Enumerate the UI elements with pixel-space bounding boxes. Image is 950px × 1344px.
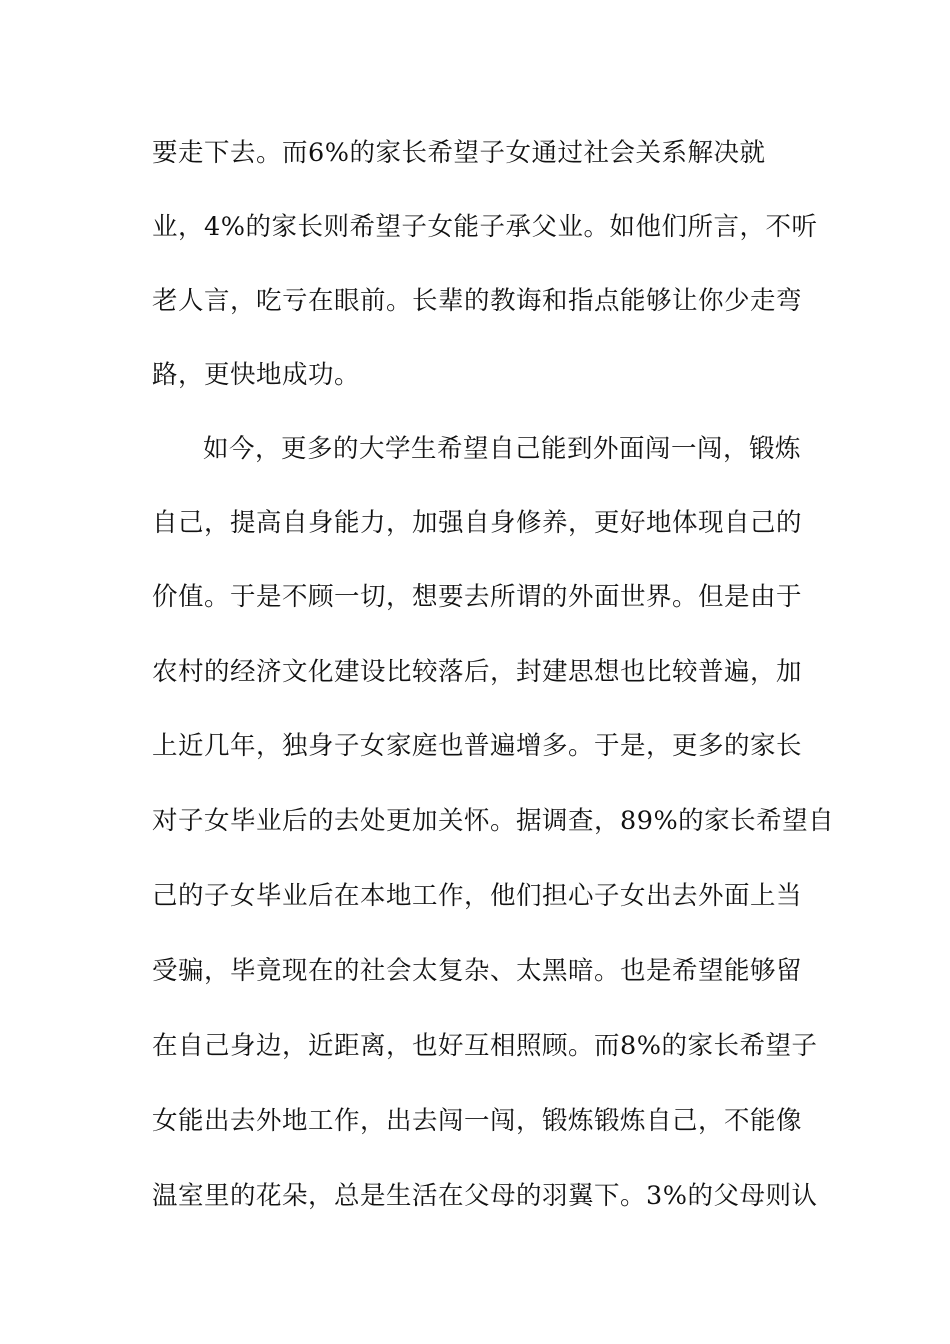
text-line: 价值。于是不顾一切，想要去所谓的外面世界。但是由于 <box>152 582 803 612</box>
text-line: 农村的经济文化建设比较落后，封建思想也比较普遍，加 <box>152 657 803 687</box>
text-line: 路，更快地成功。 <box>152 360 361 390</box>
text-line: 己的子女毕业后在本地工作，他们担心子女出去外面上当 <box>152 881 803 911</box>
paragraph-first-line: 如今，更多的大学生希望自己能到外面闯一闯，锻炼 <box>203 434 802 464</box>
text-line: 女能出去外地工作，出去闯一闯，锻炼锻炼自己，不能像 <box>152 1106 803 1136</box>
text-line: 温室里的花朵，总是生活在父母的羽翼下。3%的父母则认 <box>152 1181 818 1211</box>
text-line: 要走下去。而6%的家长希望子女通过社会关系解决就 <box>152 138 766 168</box>
text-line: 上近几年，独身子女家庭也普遍增多。于是，更多的家长 <box>152 731 803 761</box>
text-line: 业，4%的家长则希望子女能子承父业。如他们所言，不听 <box>152 212 818 242</box>
text-line: 在自己身边，近距离，也好互相照顾。而8%的家长希望子 <box>152 1031 818 1061</box>
text-line: 对子女毕业后的去处更加关怀。据调查，89%的家长希望自 <box>152 806 835 836</box>
text-line: 受骗，毕竟现在的社会太复杂、太黑暗。也是希望能够留 <box>152 956 803 986</box>
text-line: 自己，提高自身能力，加强自身修养，更好地体现自己的 <box>152 508 803 538</box>
text-line: 老人言，吃亏在眼前。长辈的教诲和指点能够让你少走弯 <box>152 286 803 316</box>
